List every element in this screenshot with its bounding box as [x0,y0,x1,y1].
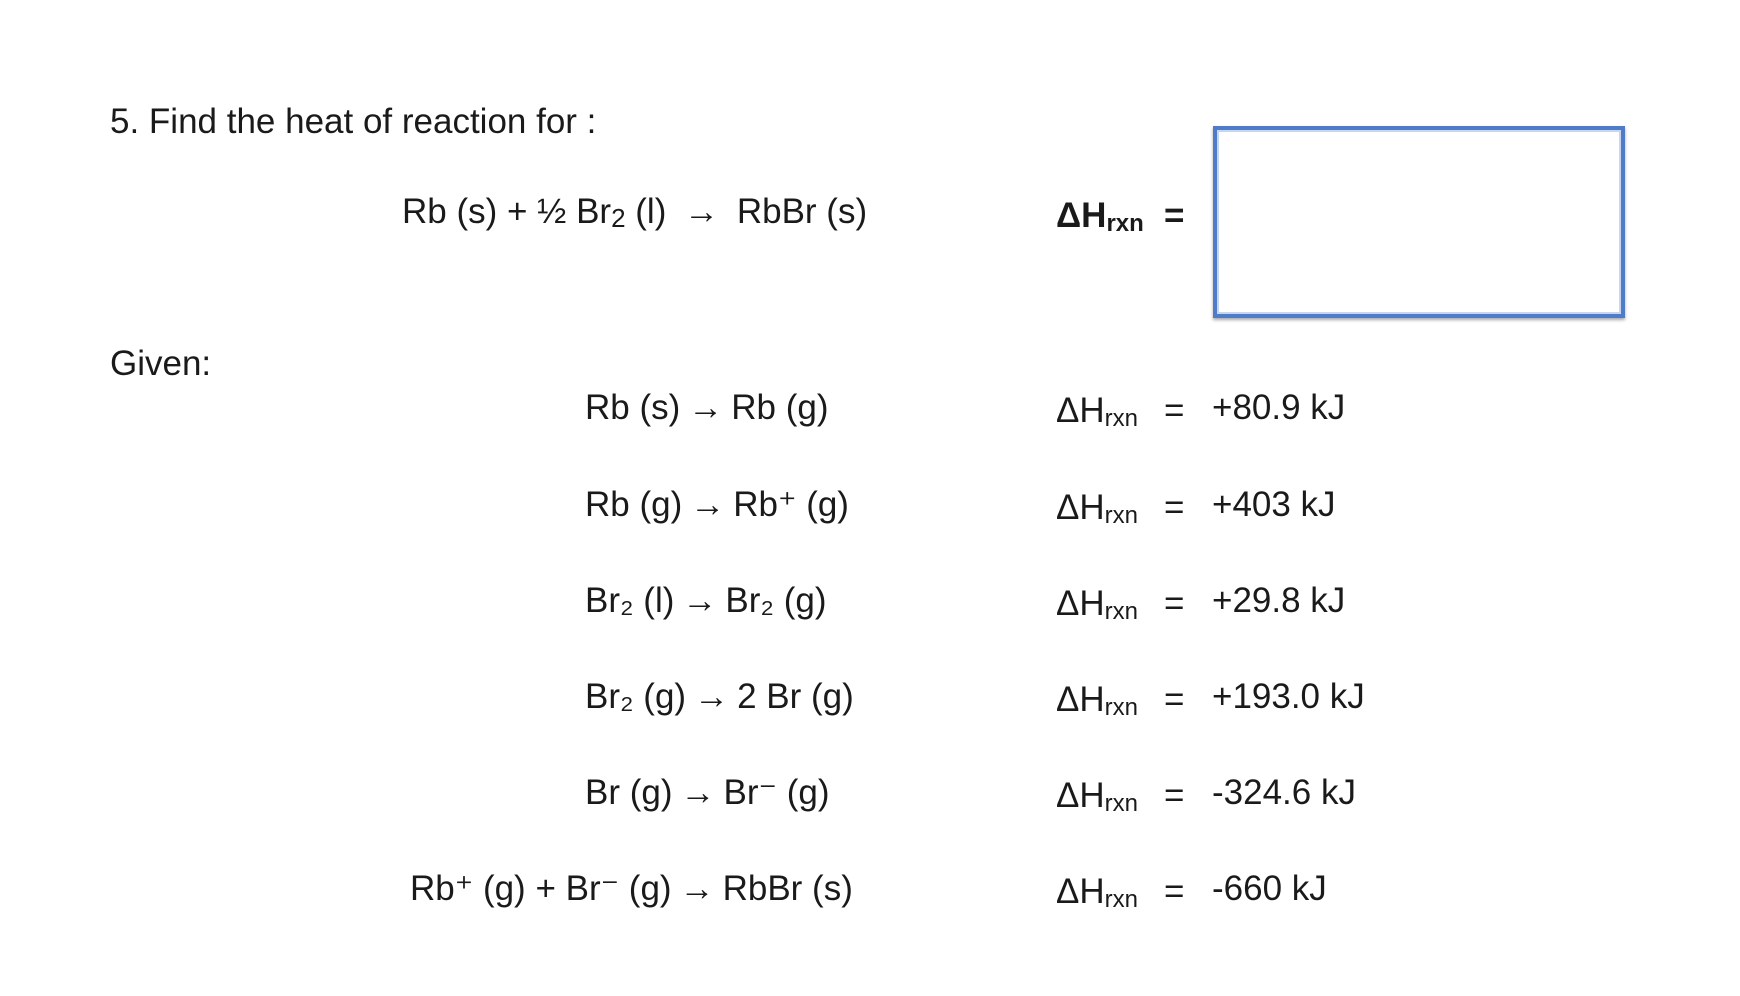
given-row-6-equation [410,869,853,909]
reactant: Br₂ (g) [585,677,687,716]
answer-box[interactable] [1213,126,1625,318]
delta-h-subscript: rxn [1106,210,1144,237]
delta-h-symbol: ΔH [1056,776,1105,815]
arrow-icon: → [690,485,726,524]
reactant: Rb⁺ (g) + Br⁻ (g) [410,869,672,908]
given-row-4-equation [585,677,854,717]
given-row-4-value: +193.0 kJ [1212,677,1365,716]
given-row-3-equation [585,581,827,621]
delta-h-subscript: rxn [1104,886,1138,913]
given-row-2-value: +403 kJ [1212,485,1336,524]
arrow-icon: → [682,581,718,620]
given-row-5-value: -324.6 kJ [1212,773,1356,812]
reactant: Rb (g) [585,485,683,524]
target-product: RbBr (s) [736,192,868,231]
product: Br⁻ (g) [723,773,830,812]
given-label: Given: [110,344,212,383]
delta-h-subscript: rxn [1104,790,1138,817]
reactant: Br (g) [585,773,673,812]
given-row-3-equals: = [1164,584,1185,623]
target-equation [402,192,867,234]
target-equals: = [1164,196,1185,235]
question-text: 5. Find the heat of reaction for : [110,102,597,141]
target-subscript: 2 [611,203,626,233]
product: RbBr (s) [722,869,853,908]
delta-h-subscript: rxn [1104,598,1138,625]
given-row-4-equals: = [1164,680,1185,719]
delta-h-symbol: ΔH [1056,196,1107,235]
given-row-3-dh [1056,584,1138,626]
arrow-icon: → [688,388,724,427]
given-row-5-equation [585,773,829,813]
product: Rb (g) [731,388,829,427]
given-row-5-dh [1056,776,1138,818]
product: 2 Br (g) [737,677,854,716]
arrow-icon: → [679,869,715,908]
given-row-1-dh [1056,391,1138,433]
arrow-icon: → [684,192,720,231]
arrow-icon: → [680,773,716,812]
given-row-1-equals: = [1164,391,1185,430]
given-row-2-equals: = [1164,488,1185,527]
delta-h-subscript: rxn [1104,694,1138,721]
delta-h-symbol: ΔH [1056,872,1105,911]
target-reactants-state: (l) [625,192,667,231]
given-row-2-equation [585,485,849,525]
given-row-6-equals: = [1164,872,1185,911]
given-row-6-value: -660 kJ [1212,869,1327,908]
given-row-4-dh [1056,680,1138,722]
given-row-6-dh [1056,872,1138,914]
reactant: Br₂ (l) [585,581,675,620]
delta-h-symbol: ΔH [1056,391,1105,430]
delta-h-subscript: rxn [1104,405,1138,432]
delta-h-subscript: rxn [1104,502,1138,529]
given-row-1-equation [585,388,829,428]
arrow-icon: → [694,677,730,716]
delta-h-symbol: ΔH [1056,680,1105,719]
given-row-2-dh [1056,488,1138,530]
target-reactants: Rb (s) + ½ Br [402,192,612,231]
product: Br₂ (g) [725,581,827,620]
given-row-5-equals: = [1164,776,1185,815]
given-row-3-value: +29.8 kJ [1212,581,1346,620]
reactant: Rb (s) [585,388,681,427]
delta-h-symbol: ΔH [1056,584,1105,623]
target-dh-label [1056,196,1144,238]
delta-h-symbol: ΔH [1056,488,1105,527]
product: Rb⁺ (g) [733,485,849,524]
given-row-1-value: +80.9 kJ [1212,388,1346,427]
